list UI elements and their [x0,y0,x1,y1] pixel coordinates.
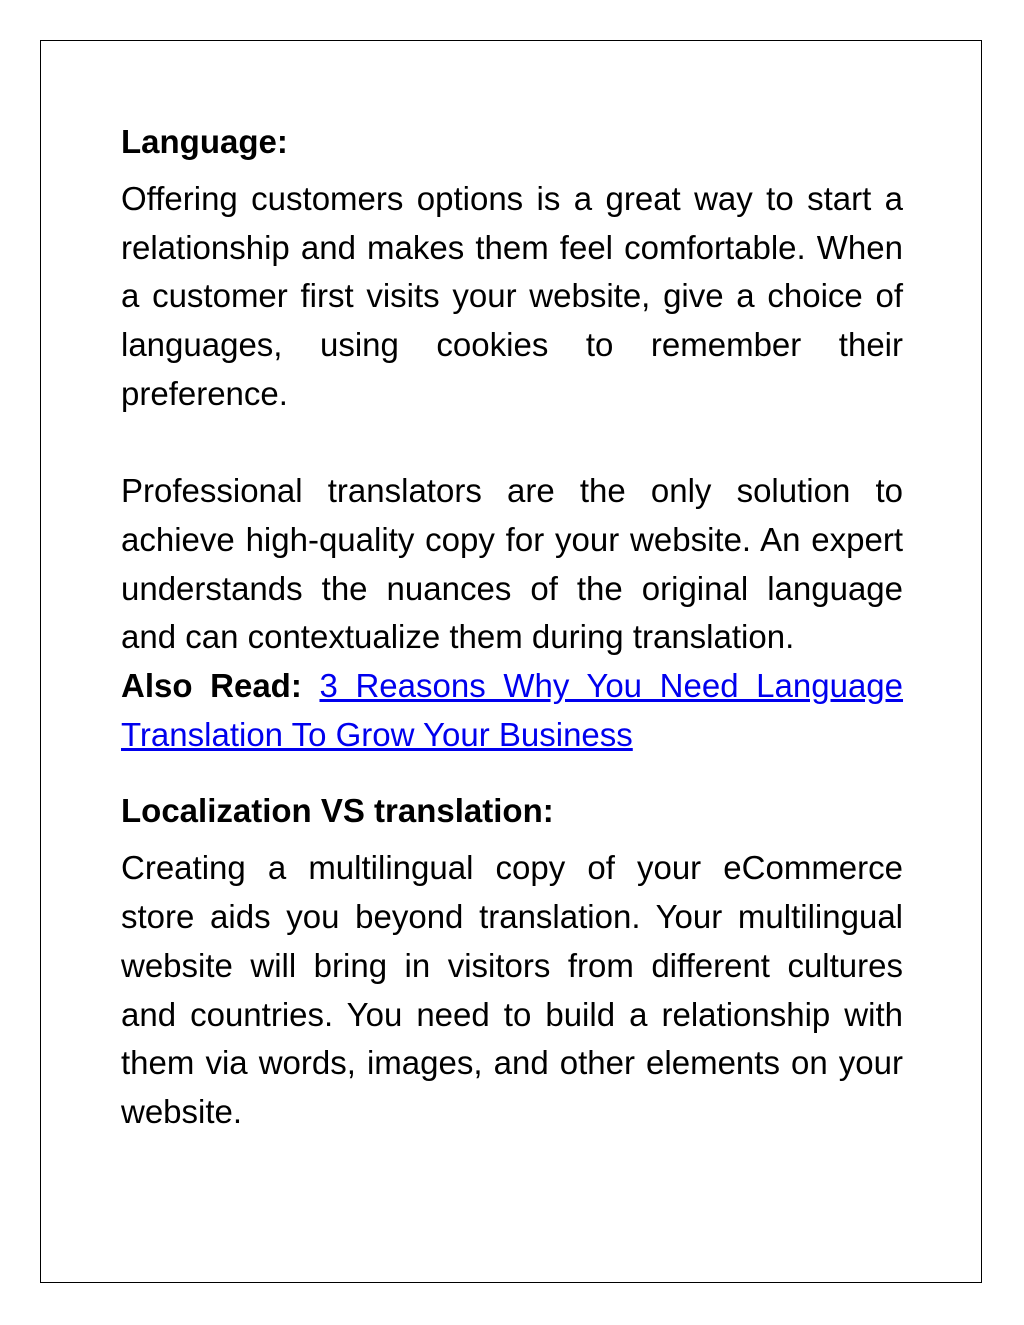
paragraph-language-options: Offering customers options is a great way to start a relationship and makes them feel comfortable. When a customer first visits your website, give a choice of languages, using cookies to remember their preference. [121,180,903,412]
also-read-line [121,662,903,759]
also-read-link[interactable]: 3 Reasons Why You Need Language Translation To Grow Your Business [121,667,904,753]
paragraph-professional-translators: Professional translators are the only solution to achieve high-quality copy for your website. An expert understands the nuances of the original language and can contextualize them during translation. [121,472,903,656]
also-read-label: Also Read: [121,667,302,705]
section-heading-localization: Localization VS translation: [121,792,554,830]
document-body [121,118,903,1137]
paragraph-multilingual-copy: Creating a multilingual copy of your eCommerce store aids you beyond translation. Your multilingual website will bring in visitors from different cultures and countries. You need to build a relationship with them via words, images, and other elements on your website. [121,849,903,1130]
section-heading-language: Language: [121,123,288,160]
paragraph-spacer [121,419,903,468]
